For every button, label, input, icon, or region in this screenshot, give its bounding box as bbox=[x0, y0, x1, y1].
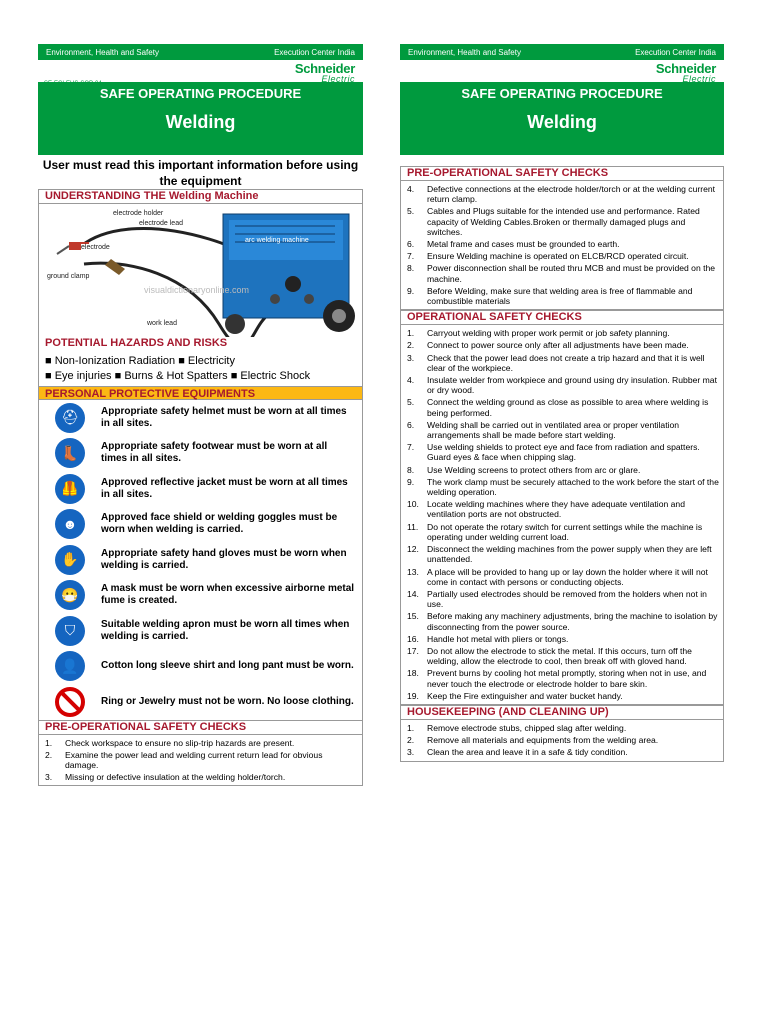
list-item bbox=[401, 339, 723, 351]
list-number: 1. bbox=[407, 722, 415, 733]
list-item bbox=[401, 374, 723, 396]
list-number: 4. bbox=[407, 184, 415, 194]
op-list bbox=[400, 325, 724, 705]
list-text: Do not operate the rotary switch for current settings while the machine is operating under welding current load. bbox=[427, 521, 703, 542]
list-item bbox=[401, 543, 723, 565]
ppe-text: Appropriate safety helmet must be worn at all times in all sites. bbox=[101, 405, 347, 429]
list-number: 5. bbox=[407, 397, 415, 408]
electrode-lead-label: electrode lead bbox=[139, 220, 183, 227]
list-number: 7. bbox=[407, 251, 415, 262]
list-item bbox=[401, 667, 723, 689]
list-item bbox=[401, 690, 723, 702]
list-text: Prevent burns by cooling hot metal promptly, storing when not in use, and never touch the electrode or electrode holder to bare skin. bbox=[427, 668, 707, 689]
apron-icon: ⛉ bbox=[55, 616, 85, 646]
top-bar-right bbox=[400, 44, 724, 60]
page-title-right: Welding bbox=[527, 112, 597, 132]
list-text: Insulate welder from workpiece and ground using dry insulation. Rubber mat or dry wood. bbox=[427, 375, 717, 396]
preop-list-left bbox=[38, 735, 363, 787]
list-text: Keep the Fire extinguisher and water bucket handy. bbox=[427, 690, 623, 701]
list-number: 3. bbox=[45, 772, 53, 783]
ppe-row bbox=[39, 684, 362, 720]
preop-list-right bbox=[400, 181, 724, 310]
ppe-text: Approved reflective jacket must be worn at all times in all sites. bbox=[101, 476, 348, 500]
list-item bbox=[401, 633, 723, 645]
list-text: Ensure Welding machine is operated on ELCB/RCD operated circuit. bbox=[427, 251, 689, 262]
ppe-row bbox=[39, 507, 362, 543]
list-text: Power disconnection shall be routed thru MCB and must be provided on the machine. bbox=[427, 263, 716, 284]
list-item bbox=[401, 722, 723, 734]
list-number: 3. bbox=[407, 352, 415, 363]
ppe-row bbox=[39, 400, 362, 436]
list-item bbox=[401, 476, 723, 498]
list-number: 19. bbox=[407, 690, 419, 701]
list-text: Disconnect the welding machines from the power supply when they are left unattended. bbox=[427, 544, 712, 565]
housekeeping-list bbox=[400, 720, 724, 762]
ppe-text: Approved face shield or welding goggles must be worn when welding is carried. bbox=[101, 512, 338, 536]
list-number: 2. bbox=[45, 749, 53, 760]
ppe-row bbox=[39, 471, 362, 507]
list-item bbox=[401, 464, 723, 476]
list-item bbox=[401, 566, 723, 588]
list-text: Use Welding screens to protect others from arc or glare. bbox=[427, 464, 641, 475]
list-number: 10. bbox=[407, 499, 419, 510]
list-text: Partially used electrodes should be removed from the holders when not in use. bbox=[427, 588, 707, 610]
list-number: 6. bbox=[407, 419, 415, 430]
list-item bbox=[401, 441, 723, 463]
list-item bbox=[401, 498, 723, 520]
watermark-text: visualdictionaryonline.com bbox=[144, 285, 250, 295]
list-text: Before making any machinery adjustments, bring the machine to isolation by disconnecting from the power source. bbox=[427, 611, 718, 632]
list-item bbox=[39, 749, 362, 771]
ppe-list bbox=[38, 400, 363, 720]
ppe-row bbox=[39, 649, 362, 685]
op-heading: OPERATIONAL SAFETY CHECKS bbox=[400, 310, 724, 325]
list-number: 8. bbox=[407, 464, 415, 475]
welding-machine-diagram bbox=[38, 204, 363, 337]
ppe-row bbox=[39, 578, 362, 614]
hazards-list bbox=[38, 352, 363, 386]
list-text: Locate welding machines where they have adequate ventilation and ventilation ports are not obstructed. bbox=[427, 499, 685, 520]
logo-row bbox=[38, 60, 363, 87]
list-item bbox=[401, 205, 723, 238]
center-label-right: Execution Center India bbox=[635, 47, 716, 57]
ppe-text: Ring or Jewelry must not be worn. No loose clothing. bbox=[101, 695, 354, 707]
list-number: 14. bbox=[407, 588, 419, 599]
preop-heading-left: PRE-OPERATIONAL SAFETY CHECKS bbox=[38, 720, 363, 735]
list-number: 1. bbox=[45, 737, 53, 748]
welding-machine-illustration bbox=[39, 204, 362, 337]
safety-boot-icon: 👢 bbox=[55, 438, 85, 468]
ppe-heading: PERSONAL PROTECTIVE EQUIPMENTS bbox=[38, 386, 363, 400]
ppe-text: Cotton long sleeve shirt and long pant must be worn. bbox=[101, 660, 354, 672]
preop-heading-right: PRE-OPERATIONAL SAFETY CHECKS bbox=[400, 166, 724, 181]
list-text: Missing or defective insulation at the welding holder/torch. bbox=[65, 772, 286, 783]
left-page bbox=[38, 44, 363, 786]
list-number: 13. bbox=[407, 566, 419, 577]
list-text: Cables and Plugs suitable for the intended use and performance. Rated capacity of Welding Cables.Broken or thermally damaged plugs and switches. bbox=[427, 206, 700, 237]
list-number: 2. bbox=[407, 735, 415, 746]
list-text: Carryout welding with proper work permit or job safety planning. bbox=[427, 328, 670, 339]
list-item bbox=[401, 183, 723, 205]
coverall-icon: 👤 bbox=[55, 651, 85, 681]
list-text: Metal frame and cases must be grounded to earth. bbox=[427, 239, 620, 250]
list-item bbox=[401, 396, 723, 418]
list-item bbox=[401, 610, 723, 632]
title-box bbox=[38, 82, 363, 155]
list-text: Before Welding, make sure that welding area is free of flammable and combustible materials bbox=[427, 285, 693, 307]
list-number: 4. bbox=[407, 375, 415, 386]
ppe-text: Appropriate safety footwear must be worn at all times in all sites. bbox=[101, 441, 328, 465]
list-text: Check workspace to ensure no slip-trip hazards are present. bbox=[65, 737, 295, 748]
schneider-logo-right: Schneider Electric bbox=[655, 61, 716, 84]
list-text: Remove electrode stubs, chipped slag after welding. bbox=[427, 722, 627, 733]
list-text: Defective connections at the electrode holder/torch or at the welding current return clamp. bbox=[427, 184, 716, 205]
list-number: 15. bbox=[407, 611, 419, 622]
list-text: Connect to power source only after all adjustments have been made. bbox=[427, 340, 689, 351]
list-text: Handle hot metal with pliers or tongs. bbox=[427, 633, 569, 644]
list-item bbox=[401, 521, 723, 543]
work-lead-label: work lead bbox=[147, 320, 177, 327]
list-number: 9. bbox=[407, 285, 415, 296]
schneider-logo: Schneider Electric bbox=[294, 61, 355, 84]
top-bar bbox=[38, 44, 363, 60]
electrode-holder-label: electrode holder bbox=[113, 210, 164, 217]
list-item bbox=[39, 771, 362, 783]
org-label-right: Environment, Health and Safety bbox=[408, 47, 521, 57]
right-page bbox=[400, 44, 724, 762]
ppe-text: Suitable welding apron must be worn all times when welding is carried. bbox=[101, 618, 350, 642]
hazards-heading: POTENTIAL HAZARDS AND RISKS bbox=[38, 337, 363, 352]
list-item bbox=[401, 645, 723, 667]
list-text: Do not allow the electrode to stick the metal. If this occurs, turn off the welding, allow the electrode to cool, then break off with gloved hand. bbox=[427, 645, 692, 667]
list-text: The work clamp must be securely attached to the work before the start of the welding operation. bbox=[427, 476, 719, 498]
list-text: A place will be provided to hang up or lay down the holder where it will not come in contact with persons or conducting objects. bbox=[427, 566, 708, 587]
list-number: 16. bbox=[407, 633, 419, 644]
helmet-icon: ⛑ bbox=[55, 403, 85, 433]
face-shield-icon: ☻ bbox=[55, 509, 85, 539]
list-number: 1. bbox=[407, 328, 415, 339]
ppe-row bbox=[39, 542, 362, 578]
list-text: Use welding shields to protect eye and face from radiation and spatters. Guard eyes & face when chipping slag. bbox=[427, 442, 700, 463]
ppe-row bbox=[39, 613, 362, 649]
list-item bbox=[39, 737, 362, 749]
list-number: 12. bbox=[407, 544, 419, 555]
list-item bbox=[401, 238, 723, 250]
housekeeping-heading: HOUSEKEEPING (AND CLEANING UP) bbox=[400, 705, 724, 720]
list-text: Check that the power lead does not create a trip hazard and that it is well clear of the workpiece. bbox=[427, 352, 705, 373]
hazards-line-2: ■ Eye injuries ■ Burns & Hot Spatters ■ Electric Shock bbox=[45, 370, 311, 382]
electrode-label: electrode bbox=[81, 244, 110, 251]
ppe-row bbox=[39, 436, 362, 472]
list-text: Welding shall be carried out in ventilated area or proper ventilation arrangements shall be made before start welding. bbox=[427, 419, 680, 441]
list-item bbox=[401, 419, 723, 441]
list-item bbox=[401, 262, 723, 284]
list-item bbox=[401, 588, 723, 610]
warning-text: User must read this important information before using the equipment bbox=[42, 158, 359, 188]
list-number: 7. bbox=[407, 442, 415, 453]
list-number: 8. bbox=[407, 263, 415, 274]
list-item bbox=[401, 734, 723, 746]
mask-icon: 😷 bbox=[55, 580, 85, 610]
list-item bbox=[401, 285, 723, 307]
arc-welding-machine-label: arc welding machine bbox=[245, 237, 309, 244]
center-label: Execution Center India bbox=[274, 47, 355, 57]
sop-heading: SAFE OPERATING PROCEDURE bbox=[99, 86, 302, 101]
list-number: 9. bbox=[407, 476, 415, 487]
title-box-right bbox=[400, 82, 724, 155]
list-number: 17. bbox=[407, 645, 419, 656]
gloves-icon: ✋ bbox=[55, 545, 85, 575]
ppe-text: A mask must be worn when excessive airborne metal fume is created. bbox=[101, 583, 355, 607]
understanding-heading: UNDERSTANDING THE Welding Machine bbox=[38, 189, 363, 204]
list-text: Remove all materials and equipments from the welding area. bbox=[427, 735, 659, 746]
list-text: Examine the power lead and welding current return lead for obvious damage. bbox=[65, 749, 323, 770]
page-title: Welding bbox=[165, 112, 236, 132]
ground-clamp-label: ground clamp bbox=[47, 273, 90, 280]
org-label: Environment, Health and Safety bbox=[46, 47, 159, 57]
list-item bbox=[401, 746, 723, 758]
list-item bbox=[401, 250, 723, 262]
list-item bbox=[401, 352, 723, 374]
list-number: 3. bbox=[407, 747, 415, 758]
logo-row-right bbox=[400, 60, 724, 82]
list-text: Clean the area and leave it in a safe & tidy condition. bbox=[427, 747, 628, 758]
list-number: 2. bbox=[407, 340, 415, 351]
reflective-jacket-icon: 🦺 bbox=[55, 474, 85, 504]
sop-heading-right: SAFE OPERATING PROCEDURE bbox=[461, 86, 663, 101]
list-number: 11. bbox=[407, 521, 419, 532]
doc-id: SE-ECI-EHS-SOP-04 bbox=[44, 81, 102, 87]
list-item bbox=[401, 327, 723, 339]
ppe-text: Appropriate safety hand gloves must be worn when welding is carried. bbox=[101, 547, 347, 571]
hazards-line-1: ■ Non-Ionization Radiation ■ Electricity bbox=[45, 355, 235, 367]
list-number: 18. bbox=[407, 668, 419, 679]
list-number: 6. bbox=[407, 239, 415, 250]
list-number: 5. bbox=[407, 206, 415, 217]
list-text: Connect the welding ground as close as possible to area where welding is being performed. bbox=[427, 397, 709, 418]
no-jewelry-icon bbox=[55, 687, 85, 717]
